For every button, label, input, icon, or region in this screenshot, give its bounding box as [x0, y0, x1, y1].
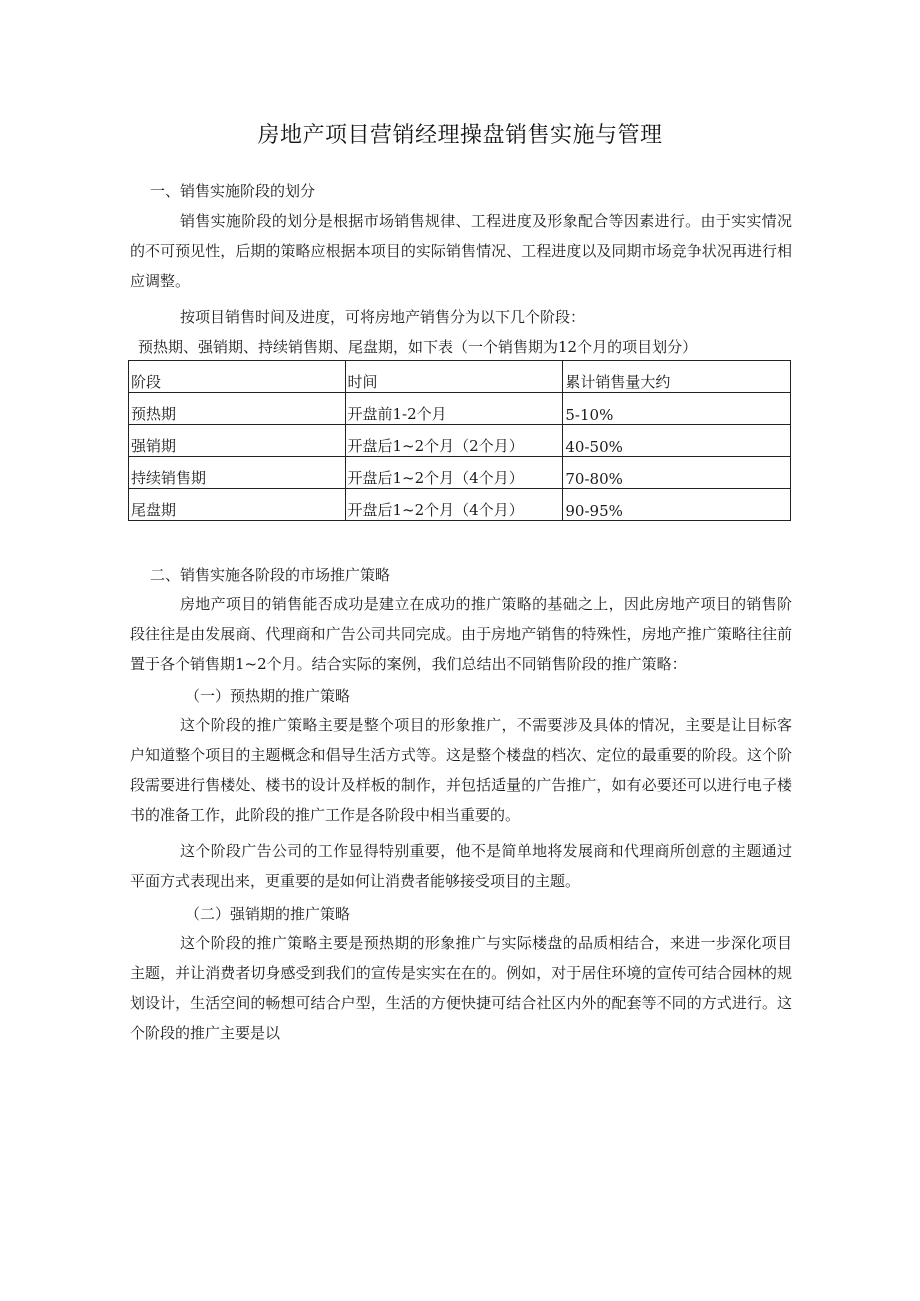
- table-cell: 5-10%: [563, 393, 791, 425]
- section-1-paragraph-1: 销售实施阶段的划分是根据市场销售规律、工程进度及形象配合等因素进行。由于实实情况的不可预见性，后期的策略应根据本项目的实际销售情况、工程进度以及同期市场竞争状况再进行相应调整。: [130, 212, 792, 290]
- subsection-1-paragraph-1: 这个阶段的推广策略主要是整个项目的形象推广，不需要涉及具体的情况，主要是让目标客户知道整个项目的主题概念和倡导生活方式等。这是整个楼盘的档次、定位的最重要的阶段。这个阶段需要进行售楼处、楼书的设计及样板的制作，并包括适量的广告推广，如有必要还可以进行电子楼书的准备工作，此阶段的推广工作是各阶段中相当重要的。: [130, 716, 792, 824]
- table-row: [129, 489, 791, 521]
- document-title: 房地产项目营销经理操盘销售实施与管理: [257, 123, 663, 148]
- section-1-heading: 一、销售实施阶段的划分: [150, 182, 316, 200]
- table-cell: 尾盘期: [129, 489, 346, 521]
- table-row: [129, 457, 791, 489]
- table-cell: 开盘后1~2个月（4个月）: [345, 457, 563, 489]
- table-header-row: [129, 361, 791, 393]
- section-1-paragraph-2: 按项目销售时间及进度，可将房地产销售分为以下几个阶段：: [180, 308, 586, 326]
- table-cell: 持续销售期: [129, 457, 346, 489]
- subsection-2-heading: （二）强销期的推广策略: [185, 905, 351, 923]
- table-cell: 70-80%: [563, 457, 791, 489]
- table-cell: 开盘后1~2个月（2个月）: [345, 425, 563, 457]
- table-header-cell: 时间: [345, 361, 563, 393]
- table-cell: 40-50%: [563, 425, 791, 457]
- table-cell: 开盘前1-2个月: [345, 393, 563, 425]
- table-cell: 90-95%: [563, 489, 791, 521]
- section-2-heading: 二、销售实施各阶段的市场推广策略: [150, 566, 391, 584]
- sales-stage-table: [128, 360, 791, 521]
- table-header-cell: 阶段: [129, 361, 346, 393]
- section-2-intro: 房地产项目的销售能否成功是建立在成功的推广策略的基础之上，因此房地产项目的销售阶段往往是由发展商、代理商和广告公司共同完成。由于房地产销售的特殊性，房地产推广策略往往前置于各个销售期1~2个月。结合实际的案例，我们总结出不同销售阶段的推广策略：: [130, 595, 792, 673]
- table-cell: 强销期: [129, 425, 346, 457]
- subsection-1-heading: （一）预热期的推广策略: [185, 687, 351, 705]
- table-cell: 预热期: [129, 393, 346, 425]
- subsection-1-paragraph-2: 这个阶段广告公司的工作显得特别重要，他不是简单地将发展商和代理商所创意的主题通过平面方式表现出来，更重要的是如何让消费者能够接受项目的主题。: [130, 842, 792, 890]
- table-cell: 开盘后1~2个月（4个月）: [345, 489, 563, 521]
- section-1-paragraph-3: 预热期、强销期、持续销售期、尾盘期，如下表（一个销售期为12个月的项目划分）: [138, 338, 698, 356]
- table-row: [129, 425, 791, 457]
- table-row: [129, 393, 791, 425]
- table-header-cell: 累计销售量大约: [563, 361, 791, 393]
- subsection-2-paragraph-1: 这个阶段的推广策略主要是预热期的形象推广与实际楼盘的品质相结合，来进一步深化项目主题，并让消费者切身感受到我们的宣传是实实在在的。例如，对于居住环境的宣传可结合园林的规划设计，生活空间的畅想可结合户型，生活的方便快捷可结合社区内外的配套等不同的方式进行。这个阶段的推广主要是以: [130, 934, 792, 1042]
